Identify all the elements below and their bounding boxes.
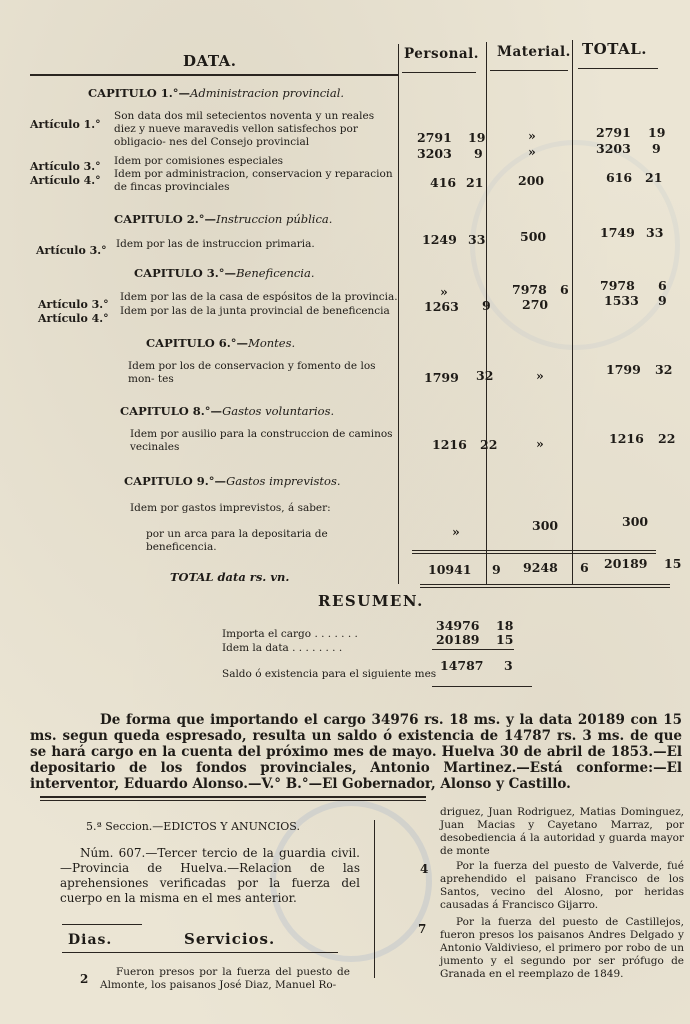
column-divider bbox=[374, 820, 375, 978]
section-separator-2 bbox=[40, 800, 426, 801]
d-personal: 1799 bbox=[424, 370, 459, 385]
c4-material: 270 bbox=[522, 297, 549, 312]
header-total: TOTAL. bbox=[582, 40, 647, 58]
g-personal: » bbox=[452, 524, 460, 539]
continued-text: driguez, Juan Rodriguez, Matias Dominguez, Juan Macias y Cayetano Marraz, por desobediencia á la autoridad y guarda mayor de monte bbox=[440, 806, 684, 857]
d-total-ms: 32 bbox=[655, 362, 673, 377]
e-text: Idem por ausilio para la construccion de caminos vecinales bbox=[130, 428, 393, 453]
e-material: » bbox=[536, 436, 544, 451]
f-text: Idem por gastos imprevistos, á saber: bbox=[130, 502, 331, 514]
total-personal-ms: 9 bbox=[492, 562, 501, 577]
a3-total-ms: 9 bbox=[652, 141, 661, 156]
resumen-cargo-value: 34976 bbox=[436, 618, 480, 633]
a1-total-ms: 19 bbox=[648, 125, 666, 140]
d-personal-ms: 32 bbox=[476, 368, 494, 383]
c3-label: Artículo 3.° bbox=[38, 298, 109, 311]
col-line-2 bbox=[486, 42, 487, 584]
entry-7-text: Por la fuerza del puesto de Castillejos, fueron presos los paisanos Andres Delgado y Antonio Valdivieso, el primero por robo de un jumento y el segundo por ser prófugo de Granada en el reemplazo de 1849. bbox=[440, 916, 684, 980]
total-material-ms: 6 bbox=[580, 560, 589, 575]
resumen-cargo-ms: 18 bbox=[496, 618, 514, 633]
a4-total-ms: 21 bbox=[645, 170, 663, 185]
entry-7-day: 7 bbox=[418, 922, 427, 936]
resumen-rule bbox=[432, 649, 514, 650]
articulo-4-label: Artículo 4.° bbox=[30, 174, 101, 187]
e-personal-ms: 22 bbox=[480, 437, 498, 452]
total-label: TOTAL data rs. vn. bbox=[170, 570, 290, 584]
a3-total: 3203 bbox=[596, 141, 631, 156]
articulo-3-label: Artículo 3.° bbox=[30, 160, 101, 173]
b3-personal: 1249 bbox=[422, 232, 457, 247]
total-total: 20189 bbox=[604, 556, 648, 571]
c4-label: Artículo 4.° bbox=[38, 312, 109, 325]
a1-material: » bbox=[528, 128, 536, 143]
col-dias: Dias. bbox=[68, 932, 113, 948]
c3-material: 7978 bbox=[512, 282, 547, 297]
a3-material: » bbox=[528, 144, 536, 159]
resumen-data-label: Idem la data . . . . . . . . bbox=[222, 642, 343, 654]
closing-paragraph: De forma que importando el cargo 34976 rs. 18 ms. y la data 20189 con 15 ms. segun queda espresado, resulta un saldo ó existencia de 14787 rs. 3 ms. de que se hará cargo en la cuenta del próximo mes de mayo. Huelva 30 de abril de 1853.—El depositario de los fondos provinciales, Antonio Martinez.—Está conforme:—El interventor, Eduardo Alonso.—V.° B.°—El Gobernador, Alonso y Castillo. bbox=[30, 712, 682, 792]
articulo-1-text: Son data dos mil setecientos noventa y un reales diez y nueve maravedis vellon satisfechos por obligacio- nes del Consejo provincial bbox=[114, 110, 375, 148]
total-rule-top-2 bbox=[412, 553, 656, 554]
header-rule-total bbox=[578, 68, 658, 69]
a4-total: 616 bbox=[606, 170, 633, 185]
numero-607-text: Núm. 607.—Tercer tercio de la guardia civil.—Provincia de Huelva.—Relacion de las aprehensiones verificadas por la fuerza del cuerpo en la misma en el mes anterior. bbox=[60, 846, 360, 905]
a4-material: 200 bbox=[518, 173, 545, 188]
header-personal: Personal. bbox=[404, 46, 479, 62]
a3-personal: 3203 bbox=[417, 146, 452, 161]
total-material: 9248 bbox=[523, 560, 558, 575]
a4-personal-ms: 21 bbox=[466, 175, 484, 190]
total-rule-top bbox=[412, 550, 656, 551]
entry-2-day: 2 bbox=[80, 972, 89, 986]
b3-material: 500 bbox=[520, 229, 547, 244]
c3-total: 7978 bbox=[600, 278, 635, 293]
capitulo-1: CAPITULO 1.°—Administracion provincial. bbox=[88, 86, 345, 100]
total-rule-bottom bbox=[420, 584, 670, 585]
resumen-saldo-value: 14787 bbox=[440, 658, 484, 673]
g-material: 300 bbox=[532, 518, 559, 533]
capitulo-2: CAPITULO 2.°—Instruccion pública. bbox=[114, 212, 333, 226]
total-total-ms: 15 bbox=[664, 556, 682, 571]
total-personal: 10941 bbox=[428, 562, 472, 577]
articulo-1-label: Artículo 1.° bbox=[30, 118, 101, 131]
articulo-4-text: Idem por administracion, conservacion y reparacion de fincas provinciales bbox=[114, 168, 393, 193]
total-rule-bottom-2 bbox=[420, 587, 670, 588]
resumen-data-value: 20189 bbox=[436, 632, 480, 647]
servicios-rule bbox=[62, 952, 338, 953]
e-total: 1216 bbox=[609, 431, 644, 446]
capitulo-8: CAPITULO 8.°—Gastos voluntarios. bbox=[120, 404, 335, 418]
resumen-title: RESUMEN. bbox=[318, 592, 424, 610]
c3-material-ms: 6 bbox=[560, 282, 569, 297]
a1-total: 2791 bbox=[596, 125, 631, 140]
c4-personal-ms: 9 bbox=[482, 298, 491, 313]
resumen-saldo-ms: 3 bbox=[504, 658, 513, 673]
c4-total: 1533 bbox=[604, 293, 639, 308]
section-heading: 5.ª Seccion.—EDICTOS Y ANUNCIOS. bbox=[86, 820, 300, 833]
a3-personal-ms: 9 bbox=[474, 146, 483, 161]
d-total: 1799 bbox=[606, 362, 641, 377]
a1-personal: 2791 bbox=[417, 130, 452, 145]
resumen-rule-bottom bbox=[432, 686, 532, 687]
header-rule-data bbox=[30, 74, 398, 76]
b3-total: 1749 bbox=[600, 225, 635, 240]
e-personal: 1216 bbox=[432, 437, 467, 452]
c3-text: Idem por las de la casa de espósitos de la provincia. bbox=[120, 291, 398, 303]
c4-personal: 1263 bbox=[424, 299, 459, 314]
b3-personal-ms: 33 bbox=[468, 232, 486, 247]
e-total-ms: 22 bbox=[658, 431, 676, 446]
d-material: » bbox=[536, 368, 544, 383]
b3-text: Idem por las de instruccion primaria. bbox=[116, 238, 315, 250]
capitulo-9: CAPITULO 9.°—Gastos imprevistos. bbox=[124, 474, 341, 488]
dias-rule-top bbox=[62, 924, 142, 925]
c4-text: Idem por las de la junta provincial de beneficencia bbox=[120, 305, 390, 317]
col-line-3 bbox=[572, 40, 573, 584]
g-total: 300 bbox=[622, 514, 649, 529]
entry-4-text: Por la fuerza del puesto de Valverde, fué aprehendido el paisano Francisco de los Santos, vecino del Alosno, por heridas causadas á Francisco Gijarro. bbox=[440, 860, 684, 911]
header-rule-personal bbox=[402, 72, 476, 73]
resumen-data-ms: 15 bbox=[496, 632, 514, 647]
g-text: por un arca para la depositaria de beneficencia. bbox=[146, 528, 328, 553]
d-text: Idem por los de conservacion y fomento de los mon- tes bbox=[128, 360, 376, 385]
col-servicios: Servicios. bbox=[184, 930, 276, 948]
c4-total-ms: 9 bbox=[658, 293, 667, 308]
section-separator bbox=[40, 796, 426, 798]
header-data: DATA. bbox=[183, 52, 237, 70]
a1-personal-ms: 19 bbox=[468, 130, 486, 145]
a4-personal: 416 bbox=[430, 175, 457, 190]
b3-label: Artículo 3.° bbox=[36, 244, 107, 257]
entry-2-text: Fueron presos por la fuerza del puesto de Almonte, los paisanos José Diaz, Manuel Ro- bbox=[100, 966, 350, 991]
capitulo-6: CAPITULO 6.°—Montes. bbox=[146, 336, 296, 350]
c3-total-ms: 6 bbox=[658, 278, 667, 293]
b3-total-ms: 33 bbox=[646, 225, 664, 240]
header-rule-material bbox=[490, 70, 568, 71]
capitulo-3: CAPITULO 3.°—Beneficencia. bbox=[134, 266, 315, 280]
resumen-cargo-label: Importa el cargo . . . . . . . bbox=[222, 628, 358, 640]
c3-personal: » bbox=[440, 284, 448, 299]
articulo-3-text: Idem por comisiones especiales bbox=[114, 155, 284, 167]
header-material: Material. bbox=[497, 44, 571, 60]
entry-4-day: 4 bbox=[420, 862, 429, 876]
resumen-saldo-label: Saldo ó existencia para el siguiente mes bbox=[222, 668, 437, 680]
